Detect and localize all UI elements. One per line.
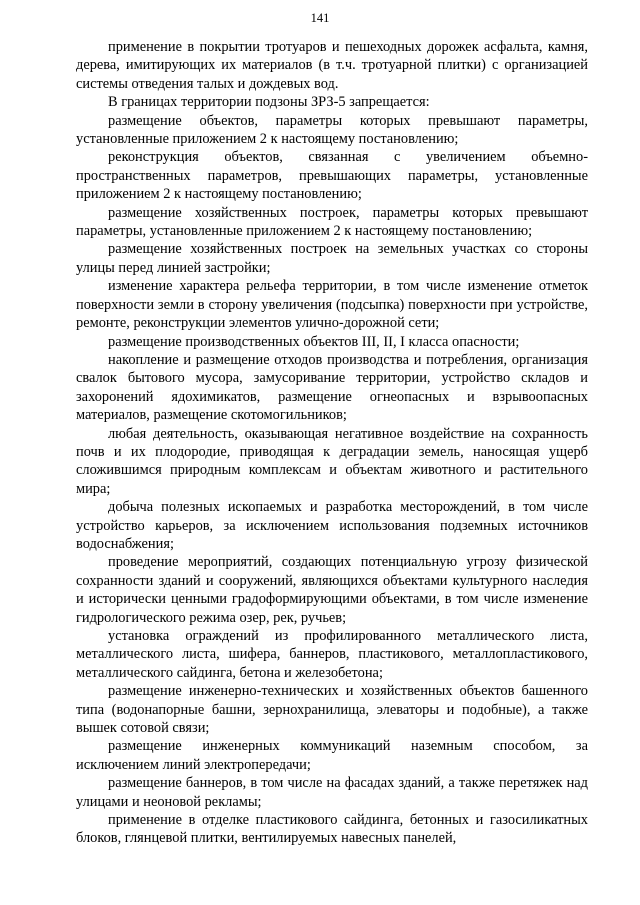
paragraph: размещение инженерно-технических и хозяйственных объектов башенного типа (водонапорные башни, зернохранилища, элеваторы и подобные), а также вышек сотовой связи; (76, 683, 588, 737)
paragraph: проведение мероприятий, создающих потенциальную угрозу физической сохранности зданий и сооружений, являющихся объектами культурного наследия и исторически ценными градоформирующими объектами, в том числе изменение гидрологического режима озер, рек, ручьев; (76, 554, 588, 626)
paragraph: размещение производственных объектов III, II, I класса опасности; (108, 333, 520, 350)
paragraph: накопление и размещение отходов производства и потребления, организация свалок бытового мусора, замусоривание территории, устройство складов и захоронений ядохимикатов, размещение огнеопасных и взрывоопасных материалов, размещение скотомогильников; (76, 351, 588, 424)
paragraph: любая деятельность, оказывающая негативное воздействие на сохранность почв и их плодородие, приводящая к деградации земель, наносящая ущерб сложившимся природным комплексам и объектам животного и растительного мира; (76, 425, 588, 497)
document-body (76, 38, 588, 848)
paragraph: размещение хозяйственных построек, параметры которых превышают параметры, установленные приложением 2 к настоящему постановлению; (76, 204, 588, 240)
paragraph: реконструкция объектов, связанная с увеличением объемно-пространственных параметров, превышающих параметры, установленные приложением 2 к настоящему постановлению; (76, 149, 588, 203)
paragraph: применение в отделке пластикового сайдинга, бетонных и газосиликатных блоков, глянцевой плитки, вентилируемых навесных панелей, (76, 812, 588, 847)
paragraph: размещение баннеров, в том числе на фасадах зданий, а также перетяжек над улицами и неоновой рекламы; (76, 775, 588, 810)
paragraph: применение в покрытии тротуаров и пешеходных дорожек асфальта, камня, дерева, имитирующих их материалов (в т.ч. тротуарной плитки) с организацией системы отведения талых и дождевых вод. (76, 39, 588, 92)
paragraph: размещение хозяйственных построек на земельных участках со стороны улицы перед линией застройки; (76, 241, 588, 276)
paragraph: размещение объектов, параметры которых превышают параметры, установленные приложением 2 к настоящему постановлению; (76, 112, 588, 148)
paragraph: изменение характера рельефа территории, в том числе изменение отметок поверхности земли в сторону увеличения (подсыпка) поверхности при устройстве, ремонте, реконструкции элементов улично-дорожной сети; (76, 278, 588, 332)
page-number: 141 (310, 11, 330, 25)
paragraph: добыча полезных ископаемых и разработка месторождений, в том числе устройство карьеров, за исключением использования подземных источников водоснабжения; (76, 499, 588, 552)
paragraph: установка ограждений из профилированного металлического листа, металлического листа, шифера, баннеров, пластикового, металлопластикового, металлического сайдинга, бетона и железобетона; (76, 628, 588, 681)
paragraph: размещение инженерных коммуникаций наземным способом, за исключением линий электропередачи; (76, 738, 588, 773)
paragraph: В границах территории подзоны ЗРЗ-5 запрещается: (108, 94, 430, 111)
